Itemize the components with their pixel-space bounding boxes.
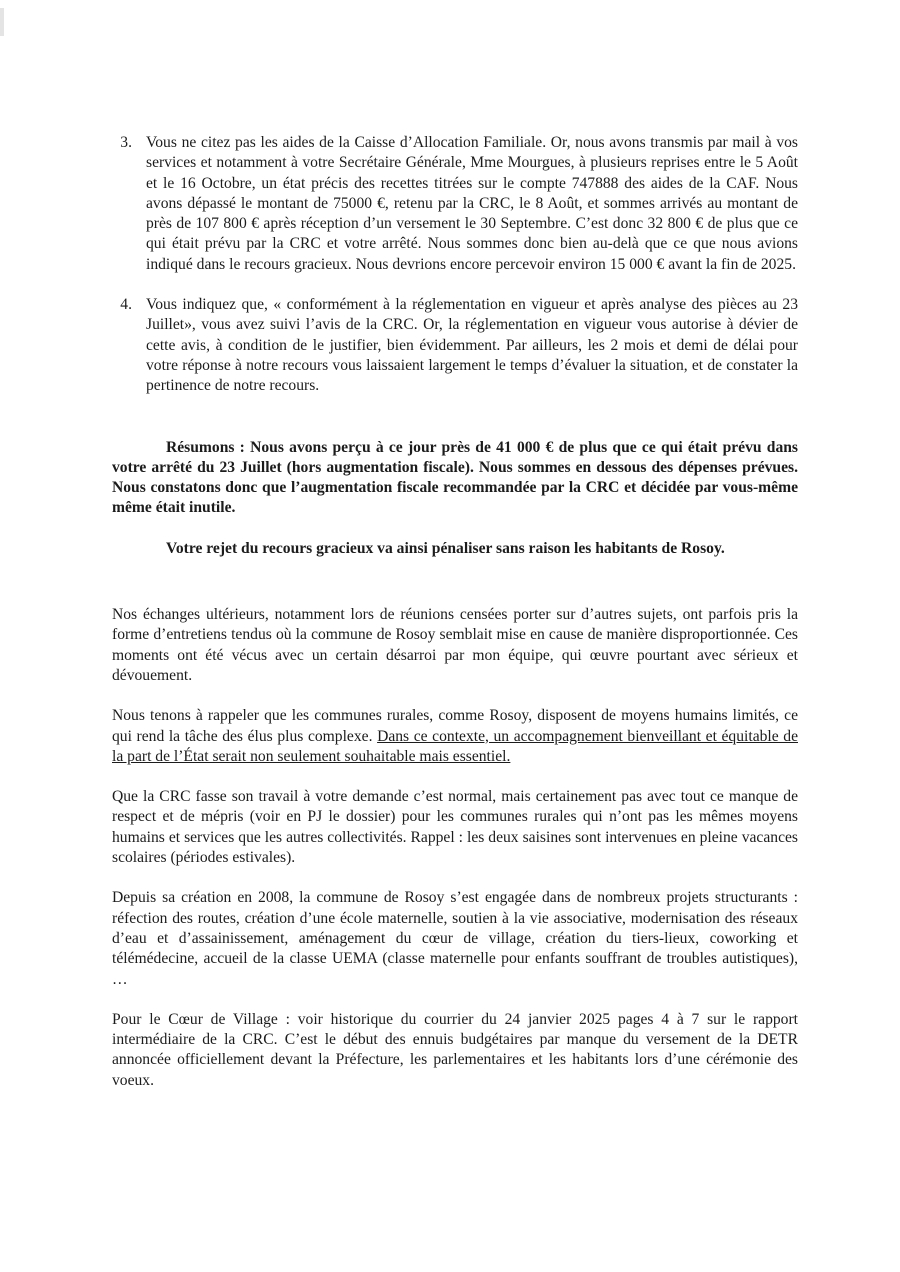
paragraph-rural-communes [112,706,798,767]
item-text: Vous indiquez que, « conformément à la réglementation en vigueur et après analyse des pièces au 23 Juillet», vous avez suivi l’avis de la CRC. Or, la réglementation en vigueur vous autorise à dévier de cette avis, à condition de le justifier, bien évidemment. Par ailleurs, les 2 mois et demi de délai pour votre réponse à notre recours vous laissaient largement le temps d’évaluer la situation, et de constater la pertinence de notre recours. [146,296,798,395]
conclusion-paragraph: Votre rejet du recours gracieux va ainsi pénaliser sans raison les habitants de Rosoy. [166,539,725,557]
paragraph-projects: Depuis sa création en 2008, la commune de Rosoy s’est engagée dans de nombreux projets structurants : réfection des routes, création d’une école maternelle, soutien à la vie associative, modernisation des réseaux d’eau et d’assainissement, aménagement du cœur de village, création du tiers-lieux, coworking et télémédecine, accueil de la classe UEMA (classe maternelle pour enfants souffrant de troubles autistiques), … [112,889,798,988]
underlined-statement: Dans ce contexte, un accompagnement bienveillant et équitable de la part de l’État serait non seulement souhaitable mais essentiel. [112,727,798,765]
numbered-item-4 [112,295,798,396]
letter-page [112,133,798,1091]
item-number: 4. [120,296,132,314]
numbered-item-3 [112,133,798,275]
paragraph-exchanges: Nos échanges ultérieurs, notamment lors de réunions censées porter sur d’autres sujets, ont parfois pris la forme d’entretiens tendus où la commune de Rosoy semblait mise en cause de manière disproportionnée. Ces moments ont été vécus avec un certain désarroi par mon équipe, qui œuvre pourtant avec sérieux et dévouement. [112,606,798,684]
item-text: Vous ne citez pas les aides de la Caisse d’Allocation Familiale. Or, nous avons transmis par mail à vos services et notamment à votre Secrétaire Générale, Mme Mourgues, à plusieurs reprises entre le 5 Août et le 16 Octobre, un état précis des recettes titrées sur le compte 747888 des aides de la CAF. Nous avons dépassé le montant de 75000 €, retenu par la CRC, le 8 Août, et sommes arrivés au montant de près de 107 800 € après réception d’un versement le 30 Septembre. C’est donc 32 800 € de plus que ce qui était prévu par la CRC et votre arrêté. Nous sommes donc bien au-delà que ce que nous avions indiqué dans le recours gracieux. Nous devrions encore percevoir environ 15 000 € avant la fin de 2025. [146,134,798,273]
summary-paragraph: Résumons : Nous avons perçu à ce jour près de 41 000 € de plus que ce qui était prévu dans votre arrêté du 23 Juillet (hors augmentation fiscale). Nous sommes en dessous des dépenses prévues. Nous constatons donc que l’augmentation fiscale recommandée par la CRC et décidée par vous-même même était inutile. [112,438,798,517]
scan-edge-mark [0,8,4,36]
paragraph-coeur-de-village: Pour le Cœur de Village : voir historique du courrier du 24 janvier 2025 pages 4 à 7 sur le rapport intermédiaire de la CRC. C’est le début des ennuis budgétaires par manque du versement de la DETR annoncée officiellement devant la Préfecture, les parlementaires et les habitants lors d’une cérémonie des voeux. [112,1010,798,1089]
paragraph-crc-work: Que la CRC fasse son travail à votre demande c’est normal, mais certainement pas avec tout ce manque de respect et de mépris (voir en PJ le dossier) pour les communes rurales qui n’ont pas les mêmes moyens humains et services que les autres collectivités. Rappel : les deux saisines sont intervenues en pleine vacances scolaires (périodes estivales). [112,788,798,867]
paragraph-text: Nous tenons à rappeler que les communes rurales, comme Rosoy, disposent de moyens humains limités, ce qui rend la tâche des élus plus complexe. [112,707,798,745]
item-number: 3. [120,134,132,151]
